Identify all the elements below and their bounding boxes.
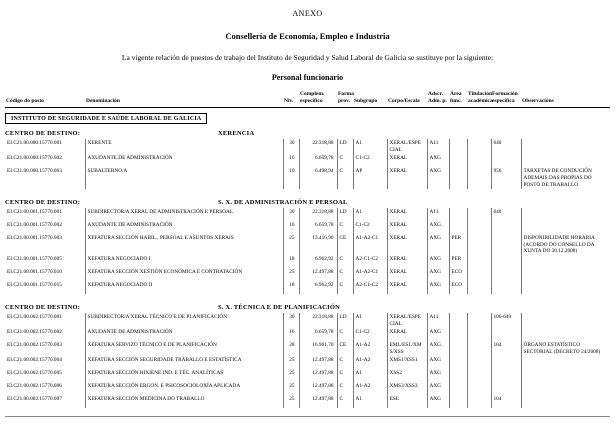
cell-observations [521, 356, 610, 369]
cell-observations [521, 268, 610, 281]
cell-code: EI.C21.00.002.15770.004 [7, 356, 62, 363]
institute-name-box: INSTITUTO DE SEGURIDADE E SAÚDE LABORAL DE GALICIA [5, 113, 207, 125]
cell-code: EI.C21.00.001.15770.010 [7, 269, 62, 276]
table-row [5, 167, 610, 189]
cell-academic-qualification [467, 139, 491, 154]
cell-provision: LD [337, 139, 353, 154]
table-row [5, 234, 610, 256]
cell-adscription: AXG [427, 255, 449, 268]
cell-denomination: XERENTE [85, 139, 283, 154]
cell-body-scale: XMS1/XSS1 [387, 356, 427, 369]
cell-specific-complement: 6.962,92 [299, 281, 337, 294]
col-header-academic-qualification: Titulación académica [467, 91, 491, 107]
cell-specific-complement: 6.659,78 [299, 154, 337, 167]
cell-specific-training [491, 234, 521, 256]
cell-specific-complement: 22.318,88 [299, 208, 337, 221]
col-header-level: Niv. [283, 91, 299, 107]
cell-observations: TARXETAS DE CONDUCIÓN ADEMAIS DAS PROPIAS DO POSTO DE TRABALLO [521, 167, 610, 189]
cell-subgroup: A2-C1-C2 [353, 255, 387, 268]
cell-subgroup: AP [353, 167, 387, 189]
table-row [5, 395, 610, 408]
cell-provision: C [337, 281, 353, 294]
cell-level: 25 [283, 234, 299, 256]
cell-level: 25 [283, 268, 299, 281]
cell-denomination: XEFATURA SECCIÓN HABIL., PERSOAL E ASUNTOS XERAIS [85, 234, 283, 256]
table-row [5, 281, 610, 294]
rpt-table [5, 91, 610, 414]
cell-specific-training: 956 [491, 167, 521, 189]
cell-specific-training: 104 [491, 395, 521, 408]
cell-provision: C [337, 369, 353, 382]
cell-subgroup: C1-C2 [353, 221, 387, 234]
cell-level: 25 [283, 369, 299, 382]
cell-code: EI.C21.00.000.15770.002 [7, 155, 62, 161]
cell-code: EI.C21.00.001.15770.005 [7, 256, 62, 263]
cell-functional-area: PER [449, 234, 467, 256]
cell-subgroup: A1 [353, 208, 387, 221]
cell-specific-complement: 13.416,90 [299, 234, 337, 256]
cell-academic-qualification [467, 154, 491, 167]
col-header-specific-complement: Complem. específico [299, 91, 337, 107]
intro-text: La vigente relación de puestos de trabajo del Instituto de Seguridad y Salud Laboral de Galicia se sustituye por la siguiente: [121, 53, 494, 62]
cell-observations: DISPONIBILIDADE HORARIA (ACORDO DO CONSELLO DA XUNTA DO 30.12.2008) [521, 234, 610, 256]
cell-body-scale: XERAL [387, 167, 427, 189]
annex-title: ANEXO [292, 9, 323, 18]
cell-code: EI.C21.00.001.15770.002 [7, 221, 62, 228]
cell-denomination: XEFATURA NEGOCIADO II [85, 281, 283, 294]
cell-subgroup: C1-C2 [353, 328, 387, 341]
table-row [5, 208, 610, 221]
cell-subgroup: A1 [353, 139, 387, 154]
cell-code: EI.C21.00.002.15770.001 [7, 314, 62, 321]
cell-specific-complement: 6.659,78 [299, 221, 337, 234]
cell-denomination: AXUDANTE DE ADMINISTRACIÓN [85, 221, 283, 234]
cell-observations [521, 313, 610, 328]
cell-denomination: SUBDIRECTOR/A XERAL TÉCNICO E DE PLANIFICACIÓN [85, 313, 283, 328]
cell-code: EI.C21.00.002.15770.002 [7, 329, 62, 335]
cell-observations [521, 255, 610, 268]
cell-level: 25 [283, 395, 299, 408]
cell-level: 16 [283, 328, 299, 341]
cell-functional-area [449, 313, 467, 328]
cell-functional-area [449, 167, 467, 189]
cell-subgroup: A1-A2 [353, 341, 387, 356]
cell-observations [521, 328, 610, 341]
cell-denomination: XEFATURA NEGOCIADO I [85, 255, 283, 268]
cell-specific-training [491, 255, 521, 268]
cell-functional-area: PER [449, 255, 467, 268]
cell-body-scale: XERAL [387, 221, 427, 234]
center-destination-name: S. X. TÉCNICA E DE PLANIFICACIÓN [218, 304, 341, 312]
cell-provision: C [337, 221, 353, 234]
col-header-code: Código do posto [5, 91, 85, 107]
cell-body-scale: XERAL/ESPECIAL [387, 313, 427, 328]
cell-provision: CE [337, 341, 353, 356]
staff-type-title: Personal funcionario [271, 73, 344, 82]
institute-row [5, 107, 610, 126]
cell-specific-training [491, 356, 521, 369]
center-destination-name: XERENCIA [218, 130, 255, 138]
cell-level: 16 [283, 154, 299, 167]
cell-adscription: AXG [427, 328, 449, 341]
cell-provision: LD [337, 313, 353, 328]
cell-level: 25 [283, 382, 299, 395]
cell-code: EI.C21.00.002.15770.005 [7, 369, 62, 376]
cell-body-scale: XERAL [387, 268, 427, 281]
cell-denomination: XEFATURA SECCIÓN XESTIÓN ECONÓMICA E CONTRATACIÓN [85, 268, 283, 281]
cell-academic-qualification [467, 167, 491, 189]
cell-specific-training: 106-640 [491, 313, 521, 328]
cell-denomination: SUBDIRECTOR/A XERAL DE ADMINISTRACIÓN E PERSOAL [85, 208, 283, 221]
cell-academic-qualification [467, 313, 491, 328]
cell-denomination: AXUDANTE DE ADMINISTRACIÓN [85, 154, 283, 167]
cell-denomination: XEFATURA SECCIÓN MEDICINA DO TRABALLO [85, 395, 283, 408]
cell-denomination: XEFATURA SECCIÓN ERGON. E PSICOSOCIOLOXÍA APLICADA [85, 382, 283, 395]
cell-code: EI.C21.00.002.15770.003 [7, 342, 62, 348]
cell-functional-area [449, 369, 467, 382]
cell-body-scale: XERAL [387, 328, 427, 341]
cell-specific-complement: 12.497,88 [299, 395, 337, 408]
cell-subgroup: A2-C1-C2 [353, 281, 387, 294]
table-row [5, 369, 610, 382]
cell-specific-complement: 12.497,88 [299, 382, 337, 395]
cell-adscription: AXG [427, 281, 449, 294]
cell-level: 18 [283, 281, 299, 294]
cell-functional-area [449, 328, 467, 341]
col-header-specific-training: Formación específica [491, 91, 521, 107]
cell-specific-training [491, 268, 521, 281]
cell-adscription: AXG [427, 221, 449, 234]
col-header-observations: Observacións [521, 91, 610, 107]
col-header-functional-area: Área func. [449, 91, 467, 107]
cell-provision: C [337, 356, 353, 369]
cell-academic-qualification [467, 356, 491, 369]
cell-body-scale: EML/ESL/XMS/XSS [387, 341, 427, 356]
col-header-body-scale: Corpo/Escala [387, 91, 427, 107]
cell-level: 10 [283, 167, 299, 189]
center-destination-name: S. X. DE ADMINISTRACIÓN E PERSOAL [218, 198, 348, 206]
cell-code: EI.C21.00.002.15770.007 [7, 395, 62, 402]
cell-specific-complement: 6.962,92 [299, 255, 337, 268]
table-row [5, 356, 610, 369]
section-header-row [5, 126, 610, 139]
cell-observations [521, 139, 610, 154]
cell-functional-area [449, 154, 467, 167]
cell-denomination: XEFATURA SECCIÓN HIXIENE IND. E TÉC. ANALÍTICAS [85, 369, 283, 382]
cell-specific-training [491, 328, 521, 341]
cell-functional-area: ECO [449, 281, 467, 294]
bottom-rule [5, 416, 610, 417]
cell-provision: C [337, 328, 353, 341]
cell-level: 28 [283, 341, 299, 356]
cell-observations [521, 395, 610, 408]
cell-specific-training [491, 154, 521, 167]
cell-level: 25 [283, 356, 299, 369]
cell-academic-qualification [467, 395, 491, 408]
col-header-provision: Forma prov. [337, 91, 353, 107]
cell-subgroup: C1-C2 [353, 154, 387, 167]
cell-adscription: AXG [427, 369, 449, 382]
cell-provision: C [337, 255, 353, 268]
cell-academic-qualification [467, 328, 491, 341]
cell-observations [521, 281, 610, 294]
cell-specific-complement: 12.497,88 [299, 369, 337, 382]
department-title: Consellería de Economía, Empleo e Industria [225, 31, 390, 41]
cell-observations [521, 208, 610, 221]
cell-body-scale: XERAL [387, 234, 427, 256]
cell-denomination: XEFATURA SERVIZO TÉCNICO E DE PLANIFICACIÓN [85, 341, 283, 356]
cell-adscription: AXG [427, 395, 449, 408]
section-spacer [5, 408, 610, 414]
cell-specific-complement: 16.961,70 [299, 341, 337, 356]
cell-provision: C [337, 167, 353, 189]
cell-specific-training: 104 [491, 341, 521, 356]
cell-specific-training [491, 221, 521, 234]
cell-subgroup: A1 [353, 369, 387, 382]
cell-specific-complement: 6.659,78 [299, 328, 337, 341]
cell-specific-complement: 12.497,88 [299, 268, 337, 281]
section-header-row [5, 195, 610, 208]
table-row [5, 382, 610, 395]
cell-body-scale: XERAL [387, 208, 427, 221]
cell-specific-training [491, 369, 521, 382]
cell-functional-area [449, 395, 467, 408]
table-row [5, 154, 610, 167]
cell-observations [521, 221, 610, 234]
cell-subgroup: A1 [353, 313, 387, 328]
cell-academic-qualification [467, 281, 491, 294]
cell-provision: C [337, 395, 353, 408]
cell-provision: C [337, 382, 353, 395]
cell-provision: CE [337, 234, 353, 256]
cell-academic-qualification [467, 234, 491, 256]
cell-body-scale: XERAL/ESPECIAL [387, 139, 427, 154]
cell-specific-training [491, 382, 521, 395]
cell-provision: LD [337, 208, 353, 221]
cell-body-scale: XERAL [387, 255, 427, 268]
cell-academic-qualification [467, 255, 491, 268]
cell-functional-area [449, 341, 467, 356]
cell-academic-qualification [467, 341, 491, 356]
cell-code: EI.C21.00.000.15770.001 [7, 140, 62, 147]
col-header-denomination: Denominación [85, 91, 283, 107]
table-row [5, 313, 610, 328]
cell-subgroup: A1-A2-C1 [353, 234, 387, 256]
cell-observations [521, 369, 610, 382]
cell-level: 30 [283, 313, 299, 328]
cell-adscription: AXG [427, 341, 449, 356]
cell-provision: C [337, 268, 353, 281]
cell-adscription: AXG [427, 167, 449, 189]
cell-specific-training: 640 [491, 208, 521, 221]
cell-observations: ÓRGANO ESTATÍSTICO SECTORIAL (DECRETO 24/2008) [521, 341, 610, 356]
cell-specific-complement: 22.318,88 [299, 139, 337, 154]
center-destination-label: CENTRO DE DESTINO: [5, 304, 81, 312]
cell-code: EI.C21.00.001.15770.001 [7, 208, 62, 215]
col-header-subgroup: Subgrupo [353, 91, 387, 107]
cell-adscription: AXG [427, 382, 449, 395]
section-header-row [5, 300, 610, 313]
cell-academic-qualification [467, 208, 491, 221]
cell-subgroup: A1-A2 [353, 356, 387, 369]
cell-denomination: AXUDANTE DE ADMINISTRACIÓN [85, 328, 283, 341]
cell-observations [521, 154, 610, 167]
cell-body-scale: XSS2 [387, 369, 427, 382]
cell-academic-qualification [467, 382, 491, 395]
cell-level: 30 [283, 139, 299, 154]
cell-level: 16 [283, 221, 299, 234]
cell-adscription: AXG [427, 154, 449, 167]
cell-code: EI.C21.00.002.15770.006 [7, 382, 62, 389]
cell-adscription: AXG [427, 356, 449, 369]
cell-adscription: AXG [427, 234, 449, 256]
table-row [5, 255, 610, 268]
cell-functional-area [449, 208, 467, 221]
cell-adscription: AXG [427, 268, 449, 281]
cell-adscription: A11 [427, 313, 449, 328]
table-row [5, 341, 610, 356]
cell-specific-training [491, 281, 521, 294]
cell-denomination: XEFATURA SECCIÓN SEGURIDADE TRABALLO E ESTATÍSTICA [85, 356, 283, 369]
cell-body-scale: XERAL [387, 154, 427, 167]
cell-specific-complement: 22.318,88 [299, 313, 337, 328]
cell-observations [521, 382, 610, 395]
cell-functional-area: ECO [449, 268, 467, 281]
cell-code: EI.C21.00.001.15770.003 [7, 234, 62, 241]
center-destination-label: CENTRO DE DESTINO: [5, 198, 81, 206]
cell-functional-area [449, 139, 467, 154]
cell-denomination: SUBALTERNO/A [85, 167, 283, 189]
cell-specific-complement: 12.497,88 [299, 356, 337, 369]
cell-academic-qualification [467, 268, 491, 281]
center-destination-label: CENTRO DE DESTINO: [5, 130, 81, 138]
rpt-table-header [5, 91, 610, 107]
cell-body-scale: XMS3/XSS3 [387, 382, 427, 395]
cell-body-scale: XERAL [387, 281, 427, 294]
cell-subgroup: A1-A2-C1 [353, 268, 387, 281]
cell-body-scale: ESL [387, 395, 427, 408]
cell-level: 18 [283, 255, 299, 268]
header-row [5, 91, 610, 107]
table-row [5, 139, 610, 154]
cell-code: EI.C21.00.001.15770.015 [7, 282, 62, 289]
cell-functional-area [449, 356, 467, 369]
cell-adscription: A11 [427, 139, 449, 154]
cell-adscription: A11 [427, 208, 449, 221]
cell-functional-area [449, 221, 467, 234]
cell-academic-qualification [467, 369, 491, 382]
rpt-rows [5, 126, 610, 414]
table-row [5, 221, 610, 234]
cell-specific-complement: 6.498,94 [299, 167, 337, 189]
cell-functional-area [449, 382, 467, 395]
cell-provision: C [337, 154, 353, 167]
cell-level: 30 [283, 208, 299, 221]
cell-subgroup: A1-A2 [353, 382, 387, 395]
cell-specific-training: 640 [491, 139, 521, 154]
cell-academic-qualification [467, 221, 491, 234]
table-row [5, 268, 610, 281]
cell-subgroup: A1 [353, 395, 387, 408]
col-header-adscription: Adscr. Adm. p. [427, 91, 449, 107]
cell-code: EI.C21.00.000.15770.003 [7, 168, 62, 174]
table-row [5, 328, 610, 341]
